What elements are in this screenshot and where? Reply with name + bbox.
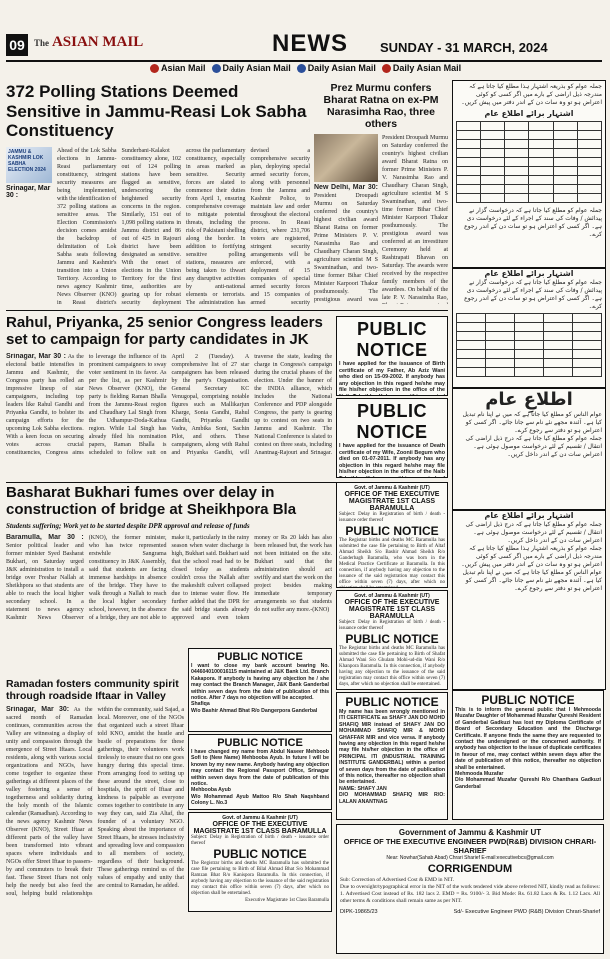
public-notice-certificate <box>452 690 604 820</box>
story-bridge-delay <box>6 484 332 674</box>
notice-sign: Executive Magistrate 1st Class Baramulla <box>245 898 329 903</box>
headline: Prez Murmu confers Bharat Ratna on ex-PM Narasimha Rao, three others <box>323 82 439 131</box>
urdu-text: جملہ عوام کو مطلع کیا جاتا ہے کہ درخواست گزار نے پیدائش / وفات کی سند کے اجراء کے لئے درخواست دی ہے۔ اگر کسی کو اعتراض ہو تو سات دن کے اندر رجوع کرے۔ <box>464 207 602 238</box>
notice-address: W/o Bashir Ahmad Bhat R/o Dangerpora Ganderbal <box>191 707 318 714</box>
urdu-text: جملہ عوام کو مطلع کیا جاتا ہے کہ درج ذیل اراضی کی انتقال / تقسیم کے لئے درخواست موصول ہوئی ہے۔ اعتراض سات دن کے اندر داخل کریں۔ <box>465 521 602 544</box>
brand-logo: The ASIAN MAIL <box>34 34 144 50</box>
notice-body: The Registrar births and deaths MC Baramulla has submitted the case file pertaining to Birth of Shafat Ahmad Wani S/o Ghulam Mohi-ud-din Wani R/o Khanpora Baramulla. In this connection, if anybody having any objection to the issuance of the said registration may contact this office within seven (7) days, after which no objection shall be entertained. <box>339 646 445 687</box>
notice-body: I have applied for the issuance of Death certificate of my Wife, Zoonii Begum who died on 01-07-2011. If anybody has any objection in this regard he/she may file his/her objection in the office of the Naib <box>339 443 445 475</box>
notice-subject: Sub: Correction of Advertised Cost & EMD in NIT. <box>340 877 455 883</box>
urdu-title: اشتہار برائے اطلاع عام <box>484 109 574 118</box>
public-notice-iti <box>336 692 448 820</box>
headline: Ramadan fosters community spirit through roadside Iftaar in Valley <box>6 678 179 703</box>
notice-name: Mehmooda Muzafar <box>455 771 504 778</box>
twitter-link[interactable]: Daily Asian Mail <box>297 63 376 73</box>
govt-notice-2 <box>336 590 448 690</box>
notice-title: PUBLIC NOTICE <box>345 524 439 538</box>
headline: Basharat Bukhari fumes over delay in construction of bridge at Sheikhpora Bla <box>6 484 297 519</box>
notice-sign <box>339 688 445 690</box>
public-notice-1 <box>336 316 448 396</box>
story-body-cont: President Droupadi Murmu on Saturday conferred the country's highest civilian award Bharat Ratna on former Prime Ministers P. V. Narasimha Rao and Chaudhary Charan Singh, agriculture scientist M S Swaminathan, and two-time former Bihar Chief Minister Karpoori Thakur posthumously. The prestigious award was conferred at an investiture Ceremony held at Rashtrapati Bhavan on Saturday. The awards were received by the respective family members of the awardees. On behalf of the late P. V. Narasimha Rao, <box>382 135 448 302</box>
notice-subject: Subject: Delay in Registration of birth / death - issuance order thereof <box>339 512 445 523</box>
notice-address: D/o Mohammad Muzafar Qureshi R/o Chanthara Gadkuzi Ganderbal <box>455 777 601 790</box>
story-body: As the sacred month of Ramadan continues, communities across the Valley are witnessing a display of unity and compassion through the emergence of Street Iftaars. Local residents, along with various social organizations and NGOs, have come together to organize these gatherings at different places of the valley fostering a sense of togetherness and solidarity during the holy month of the Islamic calendar (Ramadhan). According to the news agency Kashmir News Observer (KNO), Street Iftaar at different parts of the valley have been transformed into vibrant spaces where individuals and NGOs offer Street Iftaar to passers-by and commuters to break their fast. These Street Iftars not only help the needy but also feed the soul, helping build relationships within the community, said Sajad, a local. Moreover, one of the NGOs that organized such a street Iftaar told KNO, amidst the hustle and bustle of preparations for these gatherings, their volunteers work tirelessly to ensure that no one goes hungry during this special time. From arranging food to setting up these around the street, close to hospitals, the spirit of Iftaar and kindness is palpable as everyone comes together to contribute in any way they can, said Zia Altaf, the founder of a voluntary NGO. Speaking about the importance of Street Iftaars, he stresses inclusivity and spreading love and compassion to all members of society, regardless of their background. These gatherings remind us of the values of empathy and unity that are central to Ramadan, he added. <box>6 707 184 898</box>
section-title: NEWS <box>272 30 348 57</box>
notice-title: PUBLIC NOTICE <box>481 693 575 707</box>
urdu-text: جملہ عوام کو بذریعہ اشتہار ہذا مطلع کیا جاتا ہے کہ مندرجہ ذیل اراضی کے بارے میں اگر کسی کو کوئی اعتراض ہو تو وہ سات دن کے اندر دفتر میں پیش کریں۔ <box>461 83 602 106</box>
notice-title: PUBLIC NOTICE <box>217 737 303 749</box>
election-badge: JAMMU & KASHMIR LOK SABHA ELECTION 2024 <box>6 147 52 183</box>
story-body: Senior political leader and former minister Syed Basharat Bukhari, on Saturday urged J&K administration to install a bridge over Freshar Nallah at Sheikhpora so that students are able to reach the local higher secondary school. In a statement to news agency Kashmir News Observer (KNO), the former minister, who has twice represented erstwhile Sangrama constituency in J&K Assembly, said that students are facing immense hardships in absence of the bridge. They have to walk through a Nallah to reach the local higher secondary school, however, in the absence of a bridge, they are not able to make it, particularly in the rainy season when water discharge is high, Bukhari said. Bukhari said that the school road had to be closed today as students couldn't cross the Nallah after the makeshift culvert collapsed due to intense water flow. He further added that the DPR for the said bridge stands already approved and even token money or Rs 20 lakh has also been released but, the work has not been initiated on the site. Bukhari said that the administration should act swiftly and start the work on the project besides making immediate temporary arrangements so that students do not suffer any more.-(KNO) <box>6 534 332 621</box>
land-table <box>456 121 602 203</box>
urdu-text: عوام الناس کو مطلع کیا جاتا ہے کہ میں نے اپنا نام تبدیل کیا ہے۔ آئندہ مجھے نئے نام سے جانا جائے۔ اگر کسی کو اعتراض ہو تو دفتر سے رجوع کرے۔ <box>462 411 602 434</box>
notice-body: My name has been wrongly mentioned in ITI CERTIFICATE as SHAFY JAN DO MOHD SHAFIQ MIR instead of SHAFY JAN DO MOHAMMAD SHAFIQ MIR & MOHD GHAFFAR MIR and vice versa. If anybody having any objection in this regard he/she may file his/her objection in the office of PRINCIPAL ITI (INDUSTRIAL TRAINING INSTITUTE GANDERBAL) within a period of seven days from the date of publication of this notice, thereafter no objection shall be entertained. <box>339 709 445 786</box>
notice-title: CORRIGENDUM <box>427 863 513 875</box>
urdu-title: اطلاعِ عام <box>485 389 573 410</box>
notice-subject: Subject: Delay in Registration of birth / death - issuance order thereof <box>191 835 329 846</box>
notice-title: PUBLIC NOTICE <box>356 401 428 442</box>
notice-line: Government of Jammu & Kashmir UT <box>398 828 542 837</box>
urdu-title: اشتہار برائے اطلاع عام <box>484 511 574 520</box>
notice-office: OFFICE OF THE EXECUTIVE ENGINEER PWD(R&B) DIVISION CHRARI-SHARIEF <box>343 837 597 855</box>
urdu-notice-4 <box>452 510 606 690</box>
headline: Rahul, Priyanka, 25 senior Congress leaders set to campaign for party candidates in JK <box>6 314 323 349</box>
dateline: Baramulla, Mar 30 : <box>6 533 84 541</box>
notice-title: PUBLIC NOTICE <box>356 319 428 360</box>
award-photo <box>314 134 378 182</box>
notice-address: D/O MOHAMMAD SHAFIQ MIR R/O: LALAN ANANTNAG <box>339 792 445 805</box>
issue-date: SUNDAY - 31 MARCH, 2024 <box>380 40 548 55</box>
urdu-notice-1 <box>452 80 606 268</box>
story-ramadan-iftaar <box>6 678 184 954</box>
story-congress-campaign <box>6 314 332 464</box>
notice-title: PUBLIC NOTICE <box>213 847 307 861</box>
notice-office: OFFICE OF THE EXECUTIVE MAGISTRATE 1ST CLASS BARAMULLA <box>193 821 327 835</box>
facebook-link[interactable]: Daily Asian Mail <box>212 63 291 73</box>
twitter-icon <box>297 64 306 73</box>
notice-title: PUBLIC NOTICE <box>345 632 439 646</box>
notice-office: OFFICE OF THE EXECUTIVE MAGISTRATE 1ST CLASS BARAMULLA <box>344 599 440 620</box>
notice-name: NAME: SHAFY JAN <box>339 785 387 792</box>
divider <box>6 310 448 311</box>
notice-subject: Subject: Delay in Registration of birth / death - issuance order thereof <box>339 620 445 631</box>
notice-body: I have changed my name from Abdul Naseer Mehboob Sofi to (New Name) Mehbooba Ayub. In future I will be known by my new name. Anybody having any objection may contact the Regional Passport Office, Srinagar within seven days from the date of publication of this notice. <box>191 749 329 788</box>
notice-address: W/o Mohammad Ayub Mattoo R/o Shah Naqshband Colony L. No.3 <box>191 793 329 807</box>
notice-body: Due to oversight/typographical error in the NIT of the work tendered vide above referred NIT, kindly read as follows: 1. Advertised Cost instead of Rs. 182 lacs 2. EMD = Rs. 9100/- 3. Bid Mode: Rs. 61.82 Lacs & Rs. 1.12 Lacs. All other terms & conditions shall remain same as per NIT. <box>340 884 600 904</box>
story-polling-stations <box>6 82 310 308</box>
dateline: Srinagar, Mar 30 : <box>6 352 66 360</box>
notice-line: Govt. of Jammu & Kashmir (UT) <box>354 485 430 491</box>
notice-body: The Registrar births and deaths MC Baramulla has submitted the case file pertaining to Birth of Altaf Ahmad Sheikh S/o Bashir Ahmad Sheikh R/o Ganderbagh Baramulla, who was born in the Medical Practice Certificate at Baramulla. In this connection, if anybody having any objection to the issuance of the said registration may contact this office within seven (7) days, after which no <box>339 538 445 585</box>
instagram-icon <box>150 64 159 73</box>
notice-name: Shafiqa <box>191 701 210 708</box>
social-links <box>150 62 470 74</box>
notice-body: I want to close my bank account bearing No. 0446040100016115 maintained at J&K Bank Ltd. Branch Kakapora. If anybody is having any objection he / she may contact the Branch Manager, J&K Bank Ganderbal within seven days from the date of publication of this notice. After 7 days no objection will be accepted. <box>191 663 329 702</box>
youtube-icon <box>382 64 391 73</box>
notice-line: Govt. of Jammu & Kashmir (UT) <box>222 815 298 821</box>
notice-body: This is to inform the general public that I Mehmooda Muzafar Daughter of Mohammad Muzafar Qureshi Resident of Ganderbal Gadkuzi has lost my Diploma Certificate of Board of Secondary Education and the Discharge Certificate. If anyone finds the same they are requested to contact the undersigned or the concerned authority. If anybody has objection to the issue of duplicate certificates in favour of me, may contact within seven days after the date of publication of this notice, thereafter no objection shall be entertained. <box>455 707 601 771</box>
notice-name: Mehbooba Ayub <box>191 787 231 794</box>
page-number: 09 <box>6 34 28 56</box>
dateline: New Delhi, Mar 30: <box>314 184 378 192</box>
public-notice-bank <box>188 648 332 732</box>
story-body: President Droupadi Murmu on Saturday conferred the country's highest civilian award Bharat Ratna on former Prime Ministers P. V. Narasimha Rao and Chaudhary Charan Singh, agriculture scientist M S Swaminathan, and two-time former Bihar Chief Minister Karpoori Thakur posthumously. The prestigious award was <box>314 193 378 304</box>
land-table <box>456 313 602 377</box>
notice-body: I have applied for the issuance of Birth certificate of my Father, Ab Aziz Wani who died on 15-09-2002. If anybody has any objection in this regard he/she may file his/her objection in the office of the <box>339 361 445 393</box>
notice-title: PUBLIC NOTICE <box>345 695 439 709</box>
notice-title: PUBLIC NOTICE <box>217 651 303 663</box>
story-bharat-ratna <box>314 82 448 308</box>
urdu-text: جملہ عوام کو مطلع کیا جاتا ہے کہ درج ذیل اراضی کی انتقال / تقسیم کے لئے درخواست موصول ہوئی ہے۔ اعتراض سات دن کے اندر داخل کریں۔ <box>465 435 602 458</box>
notice-address: Near: Nowhar(Sahab Abad) Chrari Sharief E-mail:executivebcs@gmail.com <box>386 855 554 861</box>
subhead: Students suffering; Work yet to be started despite DPR approval and release of funds <box>6 521 250 530</box>
headline: 372 Polling Stations Deemed Sensitive in Jammu-Reasi Lok Sabha Constituency <box>6 82 307 141</box>
notice-body: The Registrar births and deaths MC Baramulla has submitted the case file pertaining to Birth of Bilal Ahmad Bhat S/o Mohammad Ramzan Bhat R/o Kanispora Baramulla. In this connection, if anybody having any objection to the issuance of the said registration may contact this office within seven (7) days, after which no objection shall be entertained. <box>191 861 329 896</box>
story-body: As the electoral battle intensifies in Jammu and Kashmir, the Congress party has rolled an impressive lineup of star campaigners, including top leaders like Rahul Gandhi and Priyanka Gandhi, to bolster its campaign efforts for the upcoming Lok Sabha elections. With a keen focus on securing votes across crucial constituencies, Congress aims to leverage the influence of its prominent campaigners to sway voter sentiment in its favor. As per the list, as per Kashmir News Observer (KNO), the party is fielding Raman Bhalla from the Jammu-Reasi region and Chaudhary Lal Singh from the Udhampur-Doda-Kathua region. While Lal Singh has already filed his nomination papers, Raman Bhalla is scheduled to follow suit on April 2 (Tuesday). A comprehensive list of 27 star campaigners has been released by the party's Organisation. General Secretary KC Venugopal, comprising notable figures such as Mallikarjun Kharge, Sonia Gandhi, Rahul Gandhi, Priyanka Gandhi Vadra, Ambika Soni, Sachin Pilot, and others. These campaigners, along with Rahul and Priyanka Gandhi, will traverse the state, leading the charge in Congress's campaign during the crucial phases of the election. Under the banner of the INDIA alliance, which includes the National Conference and PDP alongside Congress, the party is gearing up to contest on two seats in Jammu and Kashmir. The National Conference is slated to contest on three seats, including Anantnag-Rajouri and Srinagar. <box>6 353 332 456</box>
story-body: Ahead of the Lok Sabha elections in Jammu-Reasi parliamentary constituency, stringent security measures are being implemented, with the identification of 372 polling stations as sensitive areas. The Election Commission's decision comes amidst the backdrop of delimitation of Lok Sabha seats following Jammu and Kashmir's transition into a Union Territory. According to news agency Kashmir News Observer (KNO) in Reasi district's Sunderbani-Kalakot constituency alone, 102 out of 124 polling stations have been flagged as sensitive, underscoring the heightened security concerns in the region. Similarly, 151 out of 1,098 polling stations in Jammu district and 86 out of 425 in Rajouri district have been designated as sensitive. With the onset of elections in the Union Territory for the first time, authorities are gearing up for robust security deployment across the parliamentary constituency, especially in areas marked as sensitive. Security forces are slated to commence their duties from April 1, ensuring comprehensive coverage to mitigate potential threats, including the risk of Pakistani shelling along the border. In addition to fortifying sensitive polling stations, measures are being taken to thwart any disruptive activities by anti-national elements or terrorists. The administration has devised a comprehensive security plan, deploying special armed security forces, along with personnel from the Jammu and Kashmir Police, to maintain law and order throughout the electoral process. In Reasi district, where 231,706 voters are registered, stringent security arrangements will be enforced, with a deployment of 15 companies of special armed security forces and 15 companies of armed security <box>57 147 310 306</box>
youtube-link[interactable]: Daily Asian Mail <box>382 63 461 73</box>
facebook-icon <box>212 64 221 73</box>
urdu-notice-2 <box>452 268 606 388</box>
notice-ref: DIPK-19865/23 <box>340 909 378 915</box>
urdu-text: جملہ عوام کو مطلع کیا جاتا ہے کہ درخواست گزار نے پیدائش / وفات کی سند کے اجراء کے لئے درخواست دی ہے۔ اگر کسی کو اعتراض ہو تو سات دن کے اندر رجوع کرے۔ <box>464 279 602 310</box>
corrigendum-notice <box>336 824 604 954</box>
public-notice-2 <box>336 398 448 478</box>
urdu-text: عوام الناس کو مطلع کیا جاتا ہے کہ میں نے اپنا نام تبدیل کیا ہے۔ آئندہ مجھے نئے نام سے جانا جائے۔ اگر کسی کو اعتراض ہو تو دفتر سے رجوع کرے۔ <box>462 569 602 592</box>
instagram-link[interactable]: Asian Mail <box>150 63 206 73</box>
urdu-notice-3 <box>452 388 606 510</box>
govt-notice-3 <box>188 812 332 912</box>
notice-sign: Sd/- Executive Engineer PWD (R&B) Division Chrari-Sharief <box>453 909 600 915</box>
notice-line: Govt. of Jammu & Kashmir (UT) <box>354 593 430 599</box>
dateline: Srinagar, Mar 30: <box>6 706 70 714</box>
public-notice-name-change <box>188 734 332 810</box>
urdu-title: اشتہار برائے اطلاع عام <box>484 269 574 278</box>
govt-notice-1 <box>336 482 448 588</box>
dateline: Srinagar, Mar 30 : <box>6 184 51 199</box>
masthead <box>0 0 610 73</box>
notice-office: OFFICE OF THE EXECUTIVE MAGISTRATE 1ST CLASS BARAMULLA <box>344 491 440 512</box>
urdu-text: جملہ عوام کو بذریعہ اشتہار ہذا مطلع کیا جاتا ہے کہ مندرجہ ذیل اراضی کے بارے میں اگر کسی کو کوئی اعتراض ہو تو وہ سات دن کے اندر دفتر میں پیش کریں۔ <box>461 545 602 568</box>
